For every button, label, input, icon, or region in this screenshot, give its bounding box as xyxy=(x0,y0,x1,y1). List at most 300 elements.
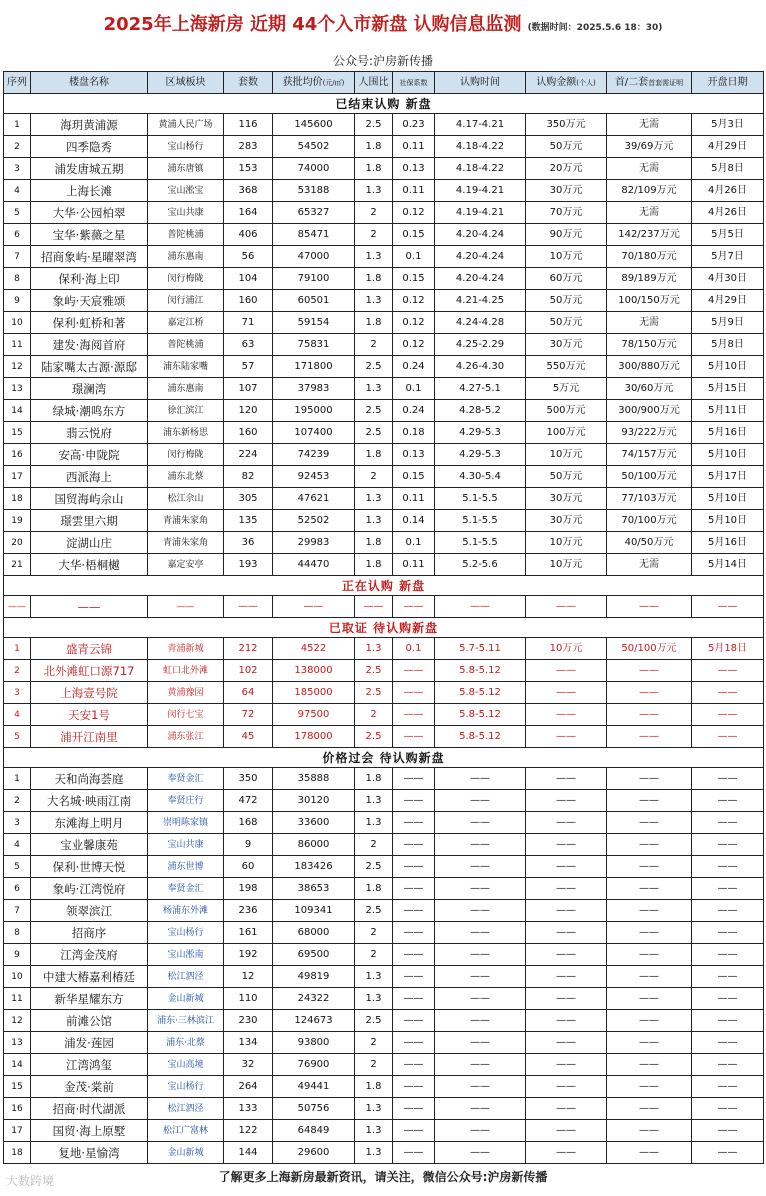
table-cell: —— xyxy=(224,596,273,618)
table-cell: 168 xyxy=(224,812,273,834)
table-cell: 无需 xyxy=(607,202,692,224)
table-cell: 32 xyxy=(224,1054,273,1076)
table-cell: 浦东北蔡 xyxy=(148,466,224,488)
table-cell: —— xyxy=(435,790,526,812)
table-cell: 50万元 xyxy=(526,290,607,312)
table-cell: 183426 xyxy=(273,856,355,878)
table-cell: 5 xyxy=(4,726,31,748)
table-cell: 奉贤金汇 xyxy=(148,878,224,900)
table-row xyxy=(4,510,764,532)
table-cell: —— xyxy=(393,726,435,748)
table-row xyxy=(4,334,764,356)
table-row xyxy=(4,790,764,812)
table-cell: 19 xyxy=(4,510,31,532)
table-cell: —— xyxy=(607,704,692,726)
table-cell: —— xyxy=(393,1120,435,1142)
table-cell: 闵行浦江 xyxy=(148,290,224,312)
table-cell: 18 xyxy=(4,1142,31,1164)
table-cell: —— xyxy=(607,878,692,900)
table-cell: 宝山高境 xyxy=(148,1054,224,1076)
table-cell: 5月5日 xyxy=(692,224,764,246)
table-cell: 1.8 xyxy=(355,768,393,790)
table-cell: —— xyxy=(435,812,526,834)
table-cell: 38653 xyxy=(273,878,355,900)
table-cell: 4.29-5.3 xyxy=(435,444,526,466)
table-cell: —— xyxy=(393,966,435,988)
table-cell: 0.12 xyxy=(393,202,435,224)
table-cell: 100/150万元 xyxy=(607,290,692,312)
table-cell: 2.5 xyxy=(355,900,393,922)
table-cell: 56 xyxy=(224,246,273,268)
table-cell: 5月15日 xyxy=(692,378,764,400)
table-cell: —— xyxy=(393,1054,435,1076)
table-cell: 1.8 xyxy=(355,158,393,180)
table-cell: —— xyxy=(393,682,435,704)
table-cell: 浦发·莲园 xyxy=(31,1032,148,1054)
table-cell: 崇明陈家镇 xyxy=(148,812,224,834)
table-cell: 138000 xyxy=(273,660,355,682)
table-cell: 奉贤庄行 xyxy=(148,790,224,812)
table-cell: —— xyxy=(435,988,526,1010)
table-cell: 10万元 xyxy=(526,532,607,554)
table-cell: 133 xyxy=(224,1098,273,1120)
table-cell: —— xyxy=(692,878,764,900)
col-social: 社保系数 xyxy=(393,72,435,94)
table-cell: 前滩公馆 xyxy=(31,1010,148,1032)
table-row xyxy=(4,812,764,834)
table-cell: 虹口北外滩 xyxy=(148,660,224,682)
table-cell: 5月18日 xyxy=(692,638,764,660)
table-cell: 海玥黄浦源 xyxy=(31,114,148,136)
table-cell: 368 xyxy=(224,180,273,202)
table-cell: 76900 xyxy=(273,1054,355,1076)
table-cell: 5.1-5.5 xyxy=(435,510,526,532)
table-row xyxy=(4,114,764,136)
table-cell: 2 xyxy=(355,944,393,966)
col-name: 楼盘名称 xyxy=(31,72,148,94)
table-cell: 109341 xyxy=(273,900,355,922)
table-cell: 142/237万元 xyxy=(607,224,692,246)
table-cell: —— xyxy=(526,768,607,790)
table-cell: 16 xyxy=(4,444,31,466)
table-row xyxy=(4,1076,764,1098)
table-cell: 69500 xyxy=(273,944,355,966)
table-cell: 1.8 xyxy=(355,268,393,290)
table-cell: 3 xyxy=(4,812,31,834)
col-open-date: 开盘日期 xyxy=(692,72,764,94)
table-cell: 0.11 xyxy=(393,136,435,158)
table-cell: —— xyxy=(692,1054,764,1076)
table-cell: 0.1 xyxy=(393,638,435,660)
table-cell: 保利·世博天悦 xyxy=(31,856,148,878)
table-cell: —— xyxy=(435,900,526,922)
table-cell: 102 xyxy=(224,660,273,682)
table-cell: —— xyxy=(526,726,607,748)
table-cell: —— xyxy=(435,1054,526,1076)
table-cell: 松江广富林 xyxy=(148,1120,224,1142)
table-cell: 305 xyxy=(224,488,273,510)
table-cell: 47621 xyxy=(273,488,355,510)
table-cell: 224 xyxy=(224,444,273,466)
table-row xyxy=(4,660,764,682)
table-cell: 5 xyxy=(4,856,31,878)
table-row xyxy=(4,726,764,748)
table-cell: 领翠滨江 xyxy=(31,900,148,922)
table-row xyxy=(4,596,764,618)
table-cell: 74000 xyxy=(273,158,355,180)
table-cell: 翡云悦府 xyxy=(31,422,148,444)
table-cell: 20 xyxy=(4,532,31,554)
table-cell: 保利·海上印 xyxy=(31,268,148,290)
table-cell: —— xyxy=(435,922,526,944)
table-cell: —— xyxy=(435,944,526,966)
table-cell: 中建大椿嘉利椿廷 xyxy=(31,966,148,988)
table-cell: 2.5 xyxy=(355,726,393,748)
table-cell: —— xyxy=(526,988,607,1010)
col-region: 区域板块 xyxy=(148,72,224,94)
table-cell: 50/100万元 xyxy=(607,638,692,660)
table-cell: 33600 xyxy=(273,812,355,834)
table-cell: 无需 xyxy=(607,312,692,334)
table-cell: 2 xyxy=(355,224,393,246)
table-cell: 5.8-5.12 xyxy=(435,682,526,704)
table-cell: —— xyxy=(435,1010,526,1032)
table-row xyxy=(4,422,764,444)
table-cell: 500万元 xyxy=(526,400,607,422)
table-cell: —— xyxy=(4,596,31,618)
table-cell: —— xyxy=(31,596,148,618)
table-cell: —— xyxy=(607,1076,692,1098)
table-cell: —— xyxy=(435,1032,526,1054)
table-cell: 164 xyxy=(224,202,273,224)
table-cell: 5月8日 xyxy=(692,334,764,356)
table-cell: —— xyxy=(526,966,607,988)
table-cell: —— xyxy=(148,596,224,618)
table-cell: 1.3 xyxy=(355,378,393,400)
table-cell: —— xyxy=(435,596,526,618)
table-cell: 39/69万元 xyxy=(607,136,692,158)
table-cell: 5.8-5.12 xyxy=(435,726,526,748)
table-cell: 招商序 xyxy=(31,922,148,944)
table-cell: 134 xyxy=(224,1032,273,1054)
table-cell: 5万元 xyxy=(526,378,607,400)
table-cell: 30万元 xyxy=(526,334,607,356)
table-cell: 1.3 xyxy=(355,638,393,660)
table-cell: —— xyxy=(526,790,607,812)
table-cell: 2.5 xyxy=(355,422,393,444)
section-title: 价格过会 待认购新盘 xyxy=(4,748,764,768)
table-cell: 江湾金茂府 xyxy=(31,944,148,966)
table-cell: 闵行梅陇 xyxy=(148,268,224,290)
table-cell: 安高·申陇院 xyxy=(31,444,148,466)
table-cell: 4.18-4.22 xyxy=(435,158,526,180)
table-cell: 淀湖山庄 xyxy=(31,532,148,554)
table-cell: 49819 xyxy=(273,966,355,988)
table-cell: 135 xyxy=(224,510,273,532)
table-cell: —— xyxy=(607,1032,692,1054)
table-cell: 5月17日 xyxy=(692,466,764,488)
table-cell: 57 xyxy=(224,356,273,378)
table-cell: 120 xyxy=(224,400,273,422)
table-cell: 68000 xyxy=(273,922,355,944)
table-cell: 550万元 xyxy=(526,356,607,378)
table-cell: 0.15 xyxy=(393,466,435,488)
table-cell: 104 xyxy=(224,268,273,290)
table-cell: 29983 xyxy=(273,532,355,554)
table-cell: 100万元 xyxy=(526,422,607,444)
table-row xyxy=(4,180,764,202)
table-cell: 5月7日 xyxy=(692,246,764,268)
table-cell: 四季隐秀 xyxy=(31,136,148,158)
table-cell: 74239 xyxy=(273,444,355,466)
table-cell: 64849 xyxy=(273,1120,355,1142)
table-cell: —— xyxy=(393,944,435,966)
table-cell: 璟雲里六期 xyxy=(31,510,148,532)
table-cell: 国贸海屿佘山 xyxy=(31,488,148,510)
table-cell: 192 xyxy=(224,944,273,966)
table-cell: —— xyxy=(393,988,435,1010)
table-cell: 49441 xyxy=(273,1076,355,1098)
table-cell: —— xyxy=(435,834,526,856)
table-cell: —— xyxy=(607,726,692,748)
table-cell: —— xyxy=(526,1032,607,1054)
table-cell: 1.8 xyxy=(355,878,393,900)
table-cell: 44470 xyxy=(273,554,355,576)
table-cell: —— xyxy=(393,878,435,900)
table-cell: 230 xyxy=(224,1010,273,1032)
table-cell: 10万元 xyxy=(526,638,607,660)
table-cell: —— xyxy=(692,1010,764,1032)
table-cell: 浦发唐城五期 xyxy=(31,158,148,180)
table-cell: 54502 xyxy=(273,136,355,158)
table-cell: 0.11 xyxy=(393,180,435,202)
table-cell: 东滩海上明月 xyxy=(31,812,148,834)
table-cell: —— xyxy=(692,704,764,726)
table-cell: 4月26日 xyxy=(692,180,764,202)
table-cell: 5月10日 xyxy=(692,488,764,510)
table-cell: 4.21-4.25 xyxy=(435,290,526,312)
table-cell: —— xyxy=(607,1120,692,1142)
table-cell: 杨浦东外滩 xyxy=(148,900,224,922)
table-cell: —— xyxy=(526,660,607,682)
table-cell: 无需 xyxy=(607,158,692,180)
table-cell: 60 xyxy=(224,856,273,878)
table-cell: —— xyxy=(692,596,764,618)
table-cell: 89/189万元 xyxy=(607,268,692,290)
table-cell: —— xyxy=(393,1032,435,1054)
table-cell: 宝山杨行 xyxy=(148,922,224,944)
col-time: 认购时间 xyxy=(435,72,526,94)
table-cell: 招商象屿·星曜翠湾 xyxy=(31,246,148,268)
table-cell: —— xyxy=(393,834,435,856)
table-cell: 4522 xyxy=(273,638,355,660)
table-cell: 浦东世博 xyxy=(148,856,224,878)
table-cell: 5 xyxy=(4,202,31,224)
table-cell: 47000 xyxy=(273,246,355,268)
table-cell: —— xyxy=(526,1098,607,1120)
table-cell: 160 xyxy=(224,422,273,444)
table-row xyxy=(4,922,764,944)
table-cell: 97500 xyxy=(273,704,355,726)
table-cell: —— xyxy=(607,812,692,834)
table-cell: —— xyxy=(526,596,607,618)
table-cell: 93/222万元 xyxy=(607,422,692,444)
table-cell: 2 xyxy=(4,136,31,158)
table-cell: 1.8 xyxy=(355,1076,393,1098)
table-cell: —— xyxy=(526,1076,607,1098)
table-cell: 徐汇滨江 xyxy=(148,400,224,422)
table-cell: 青浦朱家角 xyxy=(148,510,224,532)
section-row xyxy=(4,576,764,596)
table-cell: 1.3 xyxy=(355,790,393,812)
col-index: 序列 xyxy=(4,72,31,94)
table-cell: 107400 xyxy=(273,422,355,444)
table-cell: 西派海上 xyxy=(31,466,148,488)
table-cell: 7 xyxy=(4,900,31,922)
section-title: 已取证 待认购新盘 xyxy=(4,618,764,638)
table-cell: 2 xyxy=(355,922,393,944)
table-cell: 4 xyxy=(4,704,31,726)
table-cell: 36 xyxy=(224,532,273,554)
table-cell: —— xyxy=(692,856,764,878)
table-cell: 浦东唐镇 xyxy=(148,158,224,180)
table-cell: 宝山淞南 xyxy=(148,944,224,966)
table-cell: 193 xyxy=(224,554,273,576)
table-cell: 建发·海阅首府 xyxy=(31,334,148,356)
table-cell: 10 xyxy=(4,312,31,334)
table-cell: —— xyxy=(393,1142,435,1164)
table-cell: 17 xyxy=(4,1120,31,1142)
table-row xyxy=(4,944,764,966)
table-cell: 嘉定安亭 xyxy=(148,554,224,576)
table-cell: —— xyxy=(607,660,692,682)
table-cell: 8 xyxy=(4,922,31,944)
table-cell: 50756 xyxy=(273,1098,355,1120)
table-cell: 72 xyxy=(224,704,273,726)
table-cell: —— xyxy=(692,988,764,1010)
table-cell: 0.13 xyxy=(393,158,435,180)
table-row xyxy=(4,1142,764,1164)
col-first-second: 首/二套首套需证明 xyxy=(607,72,692,94)
table-cell: 212 xyxy=(224,638,273,660)
table-cell: 5.1-5.5 xyxy=(435,488,526,510)
table-cell: 无需 xyxy=(607,114,692,136)
table-cell: 嘉定江桥 xyxy=(148,312,224,334)
table-cell: 1.8 xyxy=(355,532,393,554)
table-cell: 普陀桃浦 xyxy=(148,224,224,246)
table-cell: —— xyxy=(435,1098,526,1120)
table-row xyxy=(4,136,764,158)
table-cell: 0.1 xyxy=(393,532,435,554)
table-cell: —— xyxy=(607,768,692,790)
table-cell: —— xyxy=(607,1054,692,1076)
table-cell: 闵行七宝 xyxy=(148,704,224,726)
table-cell: 10万元 xyxy=(526,246,607,268)
col-amount: 认购金额(个人) xyxy=(526,72,607,94)
table-cell: 13 xyxy=(4,1032,31,1054)
table-cell: 0.15 xyxy=(393,268,435,290)
table-cell: 59154 xyxy=(273,312,355,334)
table-cell: 4.24-4.28 xyxy=(435,312,526,334)
table-cell: —— xyxy=(692,726,764,748)
housing-table xyxy=(3,71,764,1164)
table-cell: 黄浦人民广场 xyxy=(148,114,224,136)
table-cell: 160 xyxy=(224,290,273,312)
table-cell: 74/157万元 xyxy=(607,444,692,466)
table-cell: 264 xyxy=(224,1076,273,1098)
table-cell: 145600 xyxy=(273,114,355,136)
table-cell: 金茂·棠前 xyxy=(31,1076,148,1098)
table-cell: 5月14日 xyxy=(692,554,764,576)
table-cell: 0.12 xyxy=(393,334,435,356)
table-cell: 2 xyxy=(4,660,31,682)
table-cell: —— xyxy=(435,1120,526,1142)
table-cell: 闵行梅陇 xyxy=(148,444,224,466)
table-cell: —— xyxy=(607,682,692,704)
table-cell: 65327 xyxy=(273,202,355,224)
table-cell: 松江泗泾 xyxy=(148,966,224,988)
table-cell: 天安1号 xyxy=(31,704,148,726)
table-cell: —— xyxy=(393,768,435,790)
table-cell: —— xyxy=(526,1120,607,1142)
table-cell: 0.1 xyxy=(393,246,435,268)
table-cell: 30120 xyxy=(273,790,355,812)
table-cell: 1.3 xyxy=(355,988,393,1010)
table-row xyxy=(4,202,764,224)
table-row xyxy=(4,378,764,400)
table-cell: —— xyxy=(692,768,764,790)
table-cell: —— xyxy=(607,856,692,878)
table-cell: —— xyxy=(692,1120,764,1142)
table-cell: 新华星耀东方 xyxy=(31,988,148,1010)
table-cell: 宝山共康 xyxy=(148,202,224,224)
table-cell: 17 xyxy=(4,466,31,488)
table-cell: 1 xyxy=(4,638,31,660)
table-cell: —— xyxy=(435,966,526,988)
table-cell: 1.8 xyxy=(355,554,393,576)
table-cell: 松江佘山 xyxy=(148,488,224,510)
table-cell: 14 xyxy=(4,1054,31,1076)
table-cell: 236 xyxy=(224,900,273,922)
table-cell: 9 xyxy=(224,834,273,856)
table-cell: 2.5 xyxy=(355,682,393,704)
table-cell: 1.3 xyxy=(355,1098,393,1120)
table-row xyxy=(4,682,764,704)
table-cell: 5月9日 xyxy=(692,312,764,334)
table-cell: —— xyxy=(692,944,764,966)
table-cell: 14 xyxy=(4,400,31,422)
table-row xyxy=(4,1032,764,1054)
table-cell: 浦东·北蔡 xyxy=(148,1032,224,1054)
table-cell: 宝山淞宝 xyxy=(148,180,224,202)
table-cell: 浦东惠南 xyxy=(148,246,224,268)
table-cell: 40/50万元 xyxy=(607,532,692,554)
table-cell: —— xyxy=(692,1032,764,1054)
col-units: 套数 xyxy=(224,72,273,94)
table-cell: 350万元 xyxy=(526,114,607,136)
col-ratio: 人围比 xyxy=(355,72,393,94)
table-cell: 2 xyxy=(355,834,393,856)
table-cell: 复地·星愉湾 xyxy=(31,1142,148,1164)
table-cell: —— xyxy=(393,812,435,834)
table-cell: 象屿·天宸雅颂 xyxy=(31,290,148,312)
table-cell: —— xyxy=(393,596,435,618)
table-cell: 5.7-5.11 xyxy=(435,638,526,660)
table-cell: 9 xyxy=(4,290,31,312)
table-cell: 4.17-4.21 xyxy=(435,114,526,136)
table-cell: 70/100万元 xyxy=(607,510,692,532)
table-cell: 5月16日 xyxy=(692,532,764,554)
